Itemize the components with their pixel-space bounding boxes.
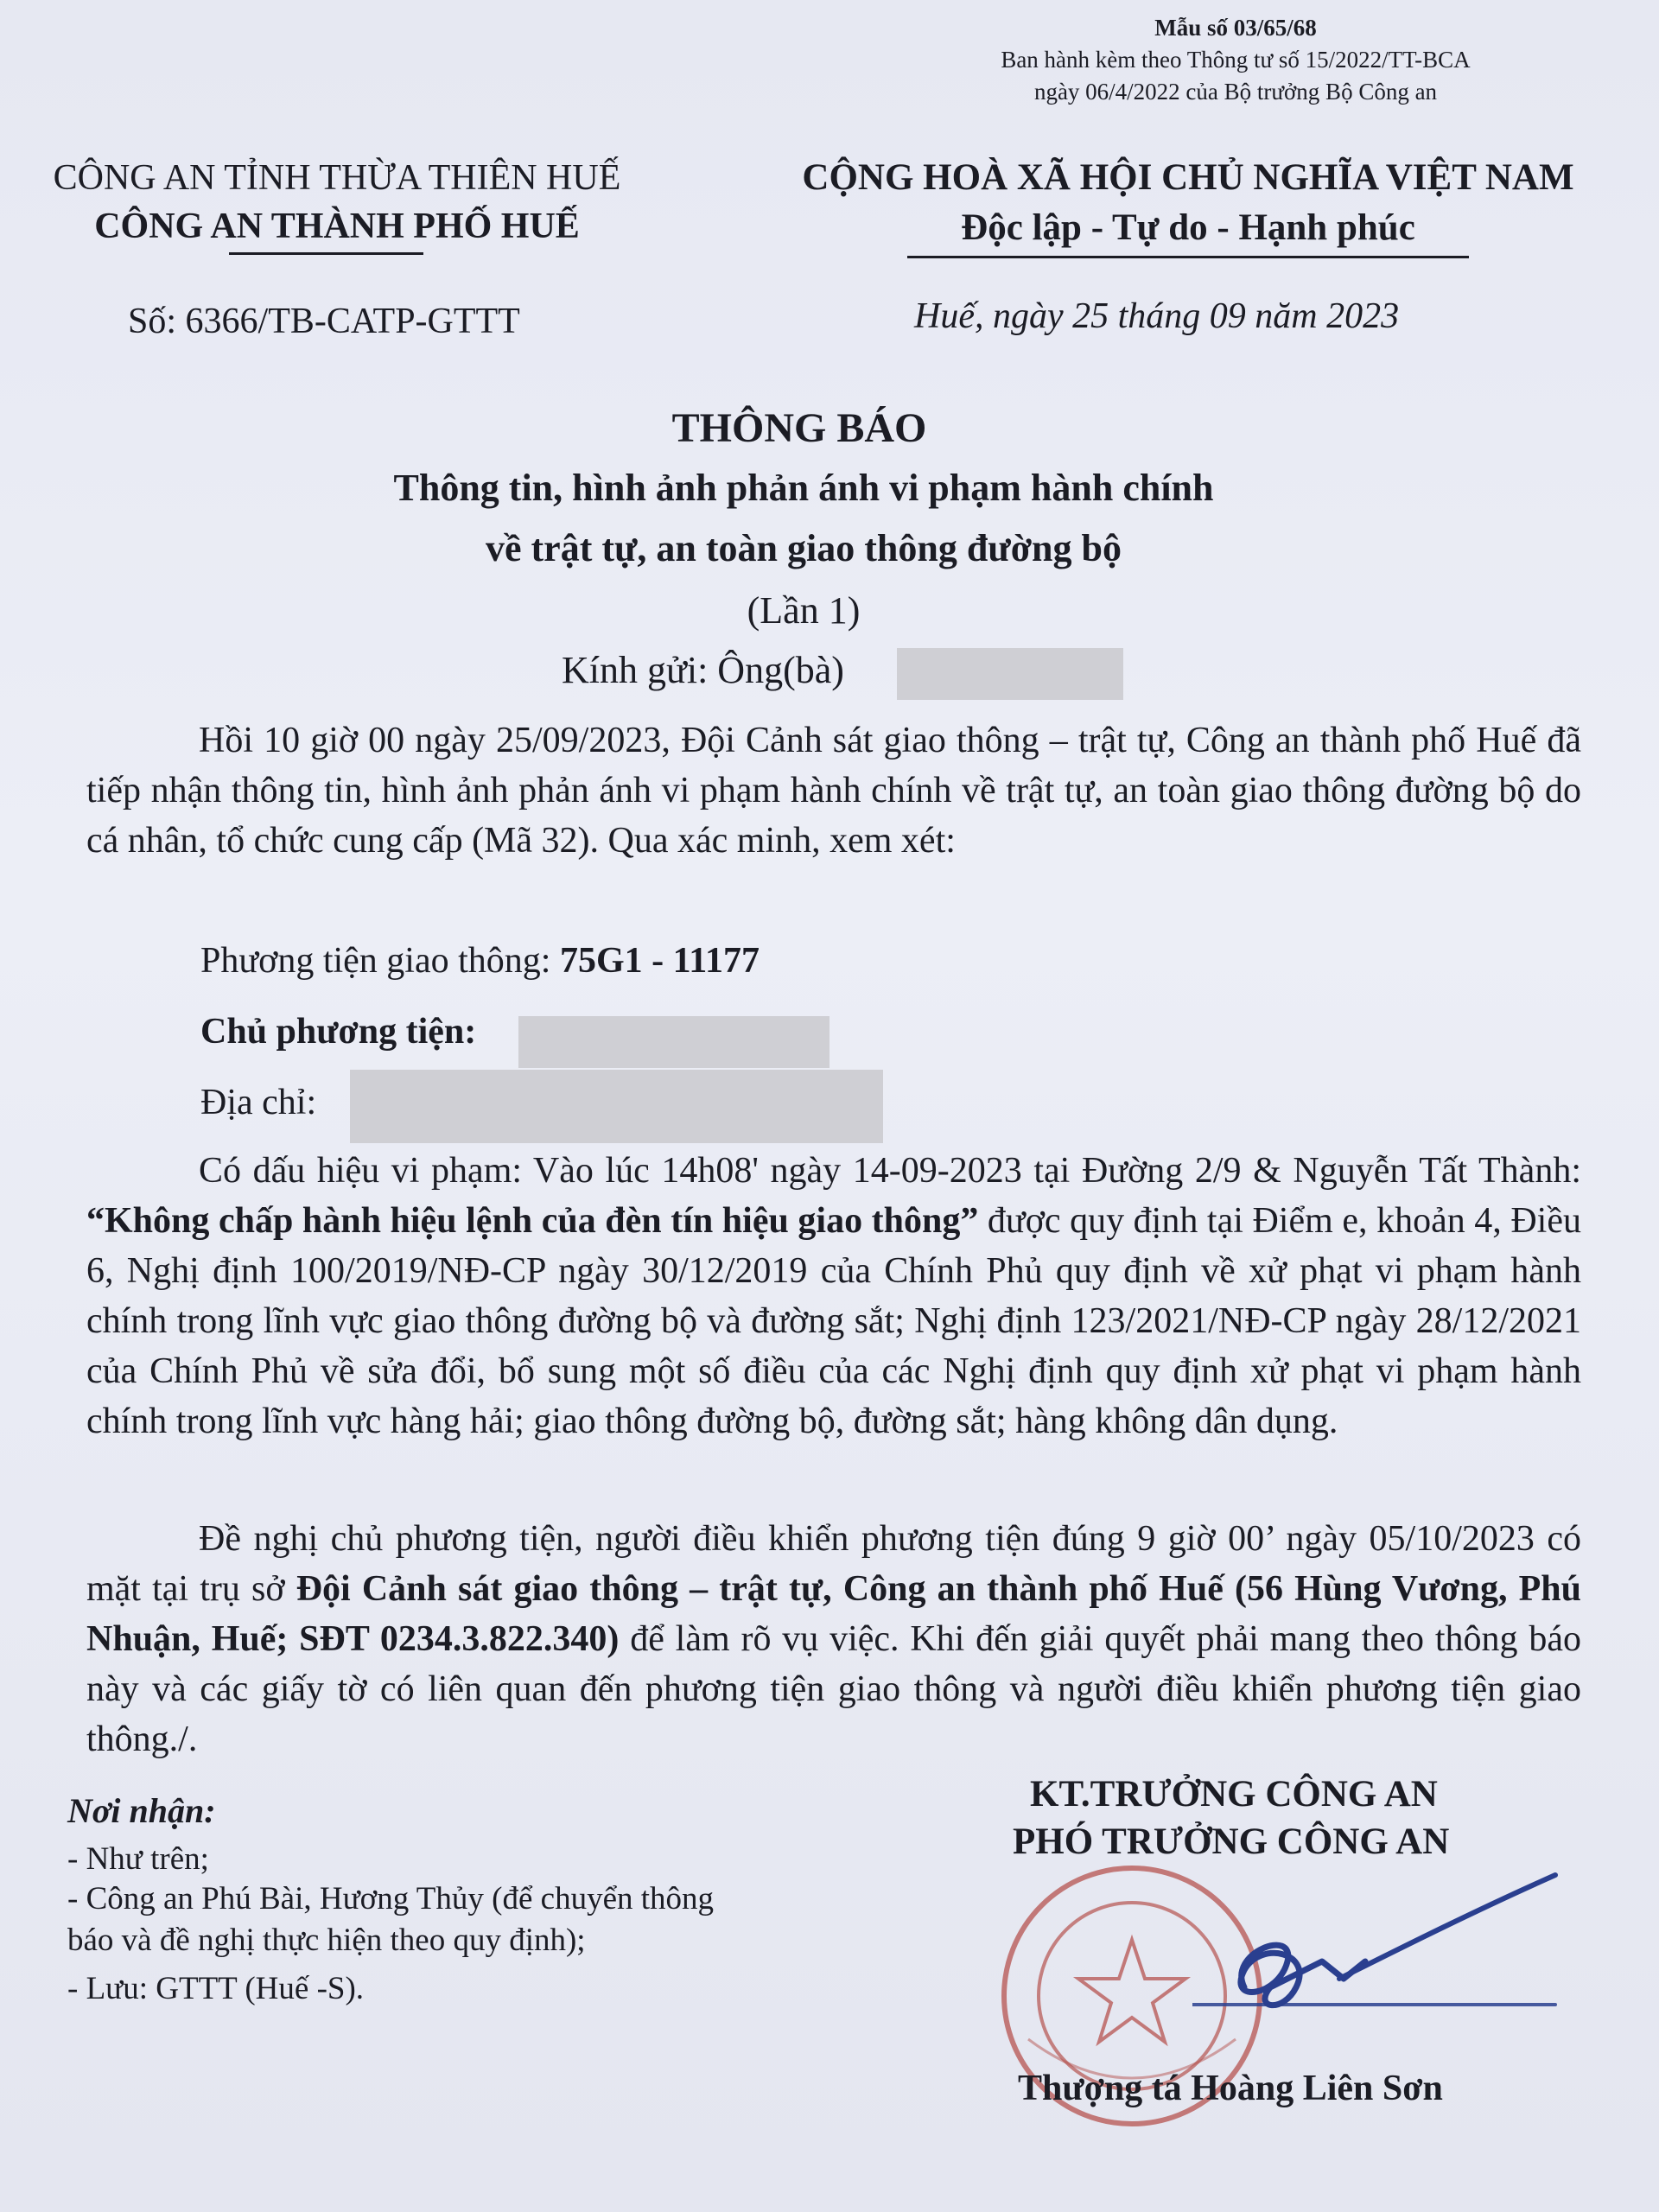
country-name: CỘNG HOÀ XÃ HỘI CHỦ NGHĨA VIỆT NAM xyxy=(802,157,1574,198)
address-label: Địa chỉ: xyxy=(200,1083,317,1122)
owner-field xyxy=(200,1011,476,1052)
national-heading xyxy=(726,154,1650,254)
issuing-agency xyxy=(9,154,665,251)
national-motto: Độc lập - Tự do - Hạnh phúc xyxy=(961,207,1415,248)
recipient-line xyxy=(562,648,844,692)
intro-paragraph xyxy=(86,715,1581,866)
address-field xyxy=(200,1082,316,1123)
agency-name: CÔNG AN THÀNH PHỐ HUẾ xyxy=(94,207,580,246)
recipient-item: - Như trên; xyxy=(67,1841,209,1877)
request-office: Đội Cảnh sát giao thông – trật tự, Công an thành phố Huế (56 Hùng Vương, Phú Nhuận, Huế; SĐT 0234.3.822.340) xyxy=(86,1569,1582,1659)
request-paragraph xyxy=(86,1514,1581,1764)
vehicle-field xyxy=(200,940,760,982)
notice-occurrence: (Lần 1) xyxy=(747,589,861,632)
recipient-item: - Công an Phú Bài, Hương Thủy (để chuyển thông xyxy=(67,1881,715,1916)
handwritten-signature-icon xyxy=(1192,1858,1590,2056)
signature-title-1: KT.TRƯỞNG CÔNG AN xyxy=(1030,1774,1438,1815)
document-title: THÔNG BÁO xyxy=(671,405,927,451)
violation-offense: “Không chấp hành hiệu lệnh của đèn tín hiệu giao thông” xyxy=(86,1201,979,1241)
document-subtitle-2: về trật tự, an toàn giao thông đường bộ xyxy=(485,527,1122,569)
signatory-name: Thượng tá Hoàng Liên Sơn xyxy=(1018,2069,1443,2108)
redacted-recipient-name xyxy=(897,648,1123,700)
recipient-item: - Lưu: GTTT (Huế -S). xyxy=(67,1971,365,2006)
document-number: Số: 6366/TB-CATP-GTTT xyxy=(128,302,520,341)
violation-legal-basis: được quy định tại Điểm e, khoản 4, Điều 6, Nghị định 100/2019/NĐ-CP ngày 30/12/2019 của Chính Phủ quy định về xử phạt vi phạm hành chính trong lĩnh vực giao thông đường bộ và đường sắt; Nghị định 123/2021/NĐ-CP ngày 28/12/2021 của Chính Phủ về sửa đổi, bổ sung một số điều của các Nghị định quy định xử phạt vi phạm hành chính trong lĩnh vực hàng hải; giao thông đường bộ, đường sắt; hàng không dân dụng. xyxy=(86,1201,1581,1441)
owner-label: Chủ phương tiện: xyxy=(200,1012,477,1052)
vehicle-plate: 75G1 - 11177 xyxy=(559,941,760,981)
document-title-block xyxy=(0,399,1659,643)
violation-intro: Có dấu hiệu vi phạm: Vào lúc 14h08' ngày 14-09-2023 tại Đường 2/9 & Nguyễn Tất Thành: xyxy=(199,1151,1581,1191)
recipient-label: Kính gửi: Ông(bà) xyxy=(562,649,844,691)
violation-paragraph xyxy=(86,1146,1581,1446)
vehicle-label: Phương tiện giao thông: xyxy=(200,941,560,981)
form-issuance-date: ngày 06/4/2022 của Bộ trưởng Bộ Công an xyxy=(1033,79,1438,105)
intro-text: Hồi 10 giờ 00 ngày 25/09/2023, Đội Cảnh sát giao thông – trật tự, Công an thành phố Huế đã tiếp nhận thông tin, hình ảnh phản ánh vi phạm hành chính về trật tự, an toàn giao thông đường bộ do cá nhân, tổ chức cung cấp (Mã 32). Qua xác minh, xem xét: xyxy=(86,721,1581,861)
request-text-2: để làm rõ vụ việc. Khi đến giải quyết phải mang theo thông báo này và các giấy tờ có liên quan đến phương tiện giao thông và người điều khiển phương tiện giao thông./. xyxy=(86,1619,1581,1759)
agency-underline xyxy=(229,252,423,255)
form-reference xyxy=(933,12,1538,108)
document-date: Huế, ngày 25 tháng 09 năm 2023 xyxy=(914,296,1400,336)
recipients-title: Nơi nhận: xyxy=(67,1791,216,1830)
agency-parent: CÔNG AN TỈNH THỪA THIÊN HUẾ xyxy=(53,158,621,198)
recipient-item: báo và đề nghị thực hiện theo quy định); xyxy=(67,1923,586,1958)
document-subtitle-1: Thông tin, hình ảnh phản ánh vi phạm hành chính xyxy=(393,467,1214,509)
request-text-1: Đề nghị chủ phương tiện, người điều khiển phương tiện đúng 9 giờ 00’ ngày 05/10/2023 có mặt tại trụ sở xyxy=(86,1519,1581,1609)
redacted-address xyxy=(350,1070,883,1143)
motto-underline xyxy=(907,256,1469,258)
form-number: Mẫu số 03/65/68 xyxy=(1154,15,1317,41)
redacted-owner-name xyxy=(518,1016,830,1068)
form-issuance: Ban hành kèm theo Thông tư số 15/2022/TT-BCA xyxy=(1001,47,1471,73)
signature-title-2: PHÓ TRƯỞNG CÔNG AN xyxy=(1013,1821,1450,1862)
